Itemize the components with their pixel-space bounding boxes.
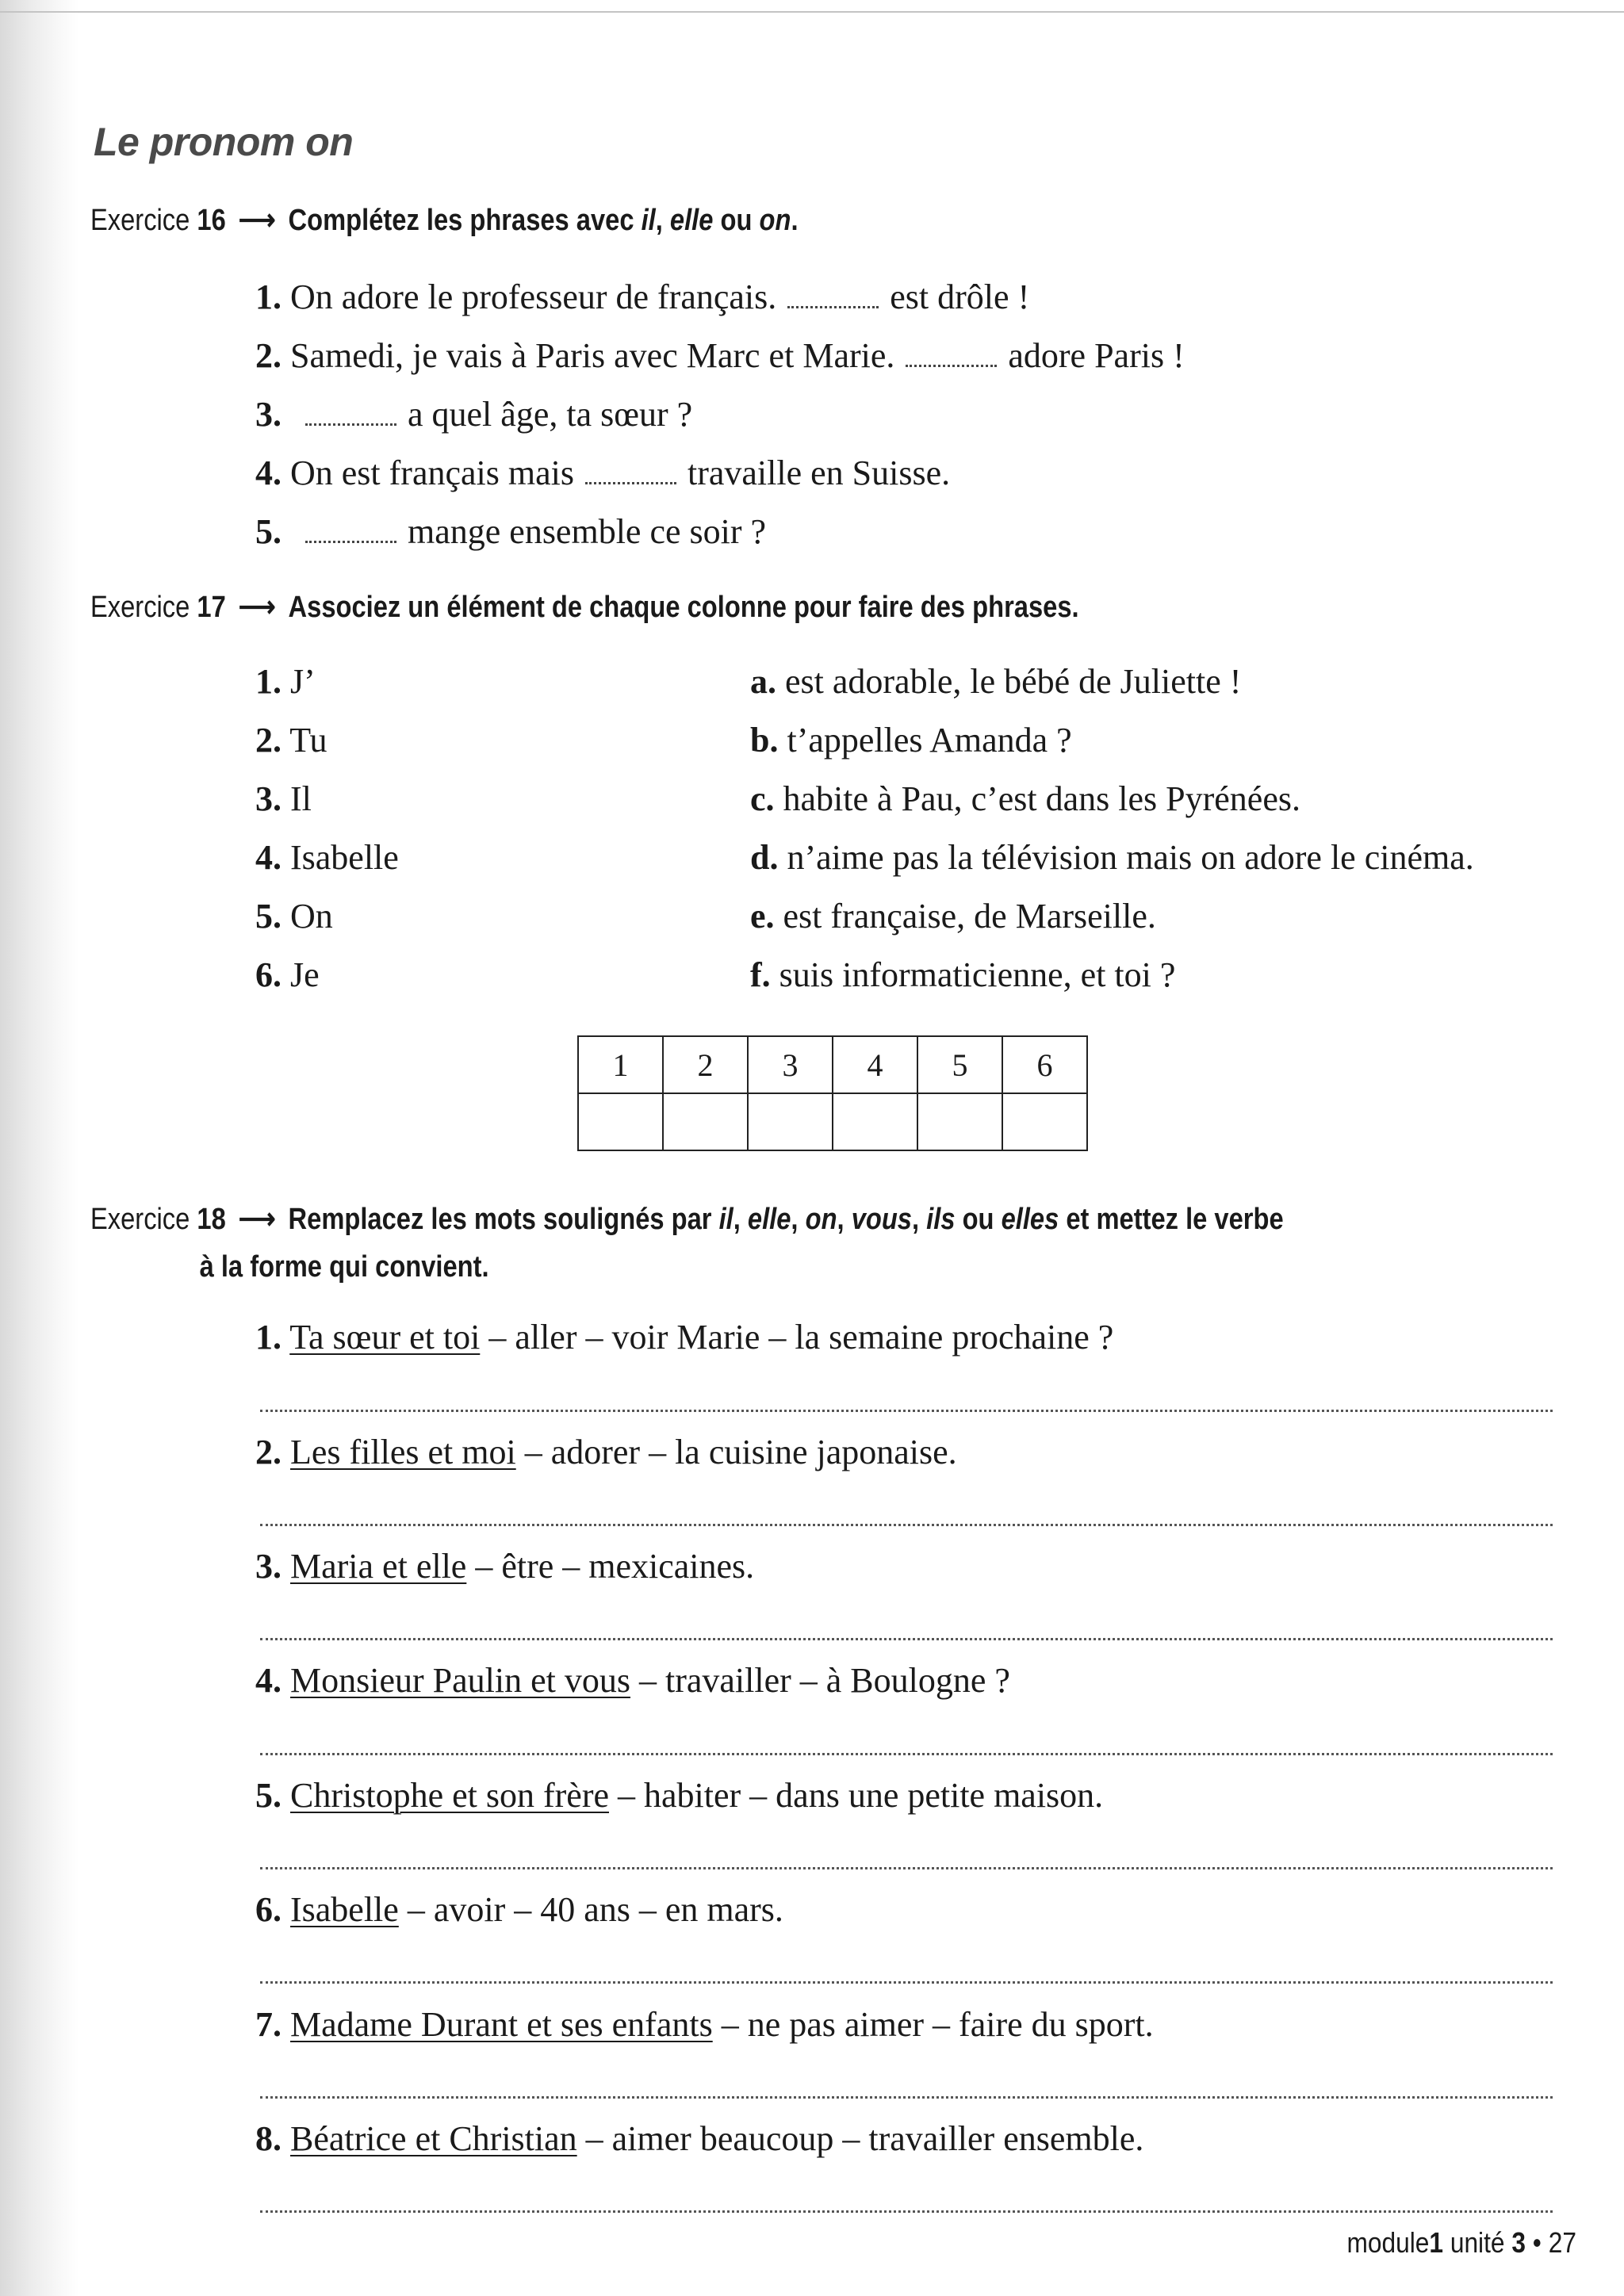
ex17-right-item: c. habite à Pau, c’est dans les Pyrénées. [750, 779, 1300, 818]
answer-line[interactable] [260, 1524, 1553, 1526]
answer-blank[interactable] [585, 476, 676, 484]
grid-header-row [578, 1036, 1087, 1093]
grid-answer-cell[interactable] [1002, 1093, 1087, 1150]
grid-answer-cell[interactable] [917, 1093, 1002, 1150]
ex16-item: 1. On adore le professeur de français. est drôle ! [255, 277, 1030, 316]
ex16-item: 4. On est français mais travaille en Suisse. [255, 453, 951, 492]
ex17-right-item: d. n’aime pas la télévision mais on adore le cinéma. [750, 838, 1474, 877]
answer-line[interactable] [260, 2210, 1553, 2213]
answer-line[interactable] [260, 1753, 1553, 1755]
answer-line[interactable] [260, 2096, 1553, 2099]
page-footer: module1 unité 3 • 27 [1346, 2226, 1576, 2259]
exercise-17-instruction: Associez un élément de chaque colonne pour faire des phrases. [288, 591, 1079, 624]
ex18-item: 6. Isabelle – avoir – 40 ans – en mars. [255, 1890, 783, 1929]
ex17-right-item: b. t’appelles Amanda ? [750, 721, 1072, 760]
grid-header-cell: 1 [578, 1036, 663, 1093]
ex17-left-item: 2. Tu [255, 721, 327, 760]
grid-answer-cell[interactable] [748, 1093, 833, 1150]
ex16-item: 2. Samedi, je vais à Paris avec Marc et Marie. adore Paris ! [255, 336, 1185, 375]
top-rule [0, 11, 1624, 13]
grid-header-cell: 3 [748, 1036, 833, 1093]
ex18-item: 2. Les filles et moi – adorer – la cuisine japonaise. [255, 1433, 957, 1471]
grid-header-cell: 6 [1002, 1036, 1087, 1093]
answer-blank[interactable] [305, 534, 396, 543]
exercise-16-instruction: Complétez les phrases avec il, elle ou on. [288, 204, 799, 237]
ex18-item: 8. Béatrice et Christian – aimer beaucoup – travailler ensemble. [255, 2119, 1144, 2158]
ex17-left-item: 3. Il [255, 779, 312, 818]
ex18-item: 5. Christophe et son frère – habiter – dans une petite maison. [255, 1776, 1104, 1815]
answer-blank[interactable] [906, 358, 997, 367]
ex18-item: 7. Madame Durant et ses enfants – ne pas aimer – faire du sport. [255, 2005, 1154, 2044]
grid-header-cell: 4 [833, 1036, 917, 1093]
ex17-right-item: a. est adorable, le bébé de Juliette ! [750, 662, 1242, 701]
answer-blank[interactable] [787, 300, 879, 308]
exercise-18-instruction: Remplacez les mots soulignés par il, elle, on, vous, ils ou elles et mettez le verbe [288, 1203, 1284, 1236]
ex16-item: 5. mange ensemble ce soir ? [255, 512, 767, 551]
ex17-left-item: 5. On [255, 897, 333, 936]
ex17-left-item: 4. Isabelle [255, 838, 399, 877]
ex17-right-item: e. est française, de Marseille. [750, 897, 1156, 936]
ex18-item: 4. Monsieur Paulin et vous – travailler – à Boulogne ? [255, 1661, 1010, 1700]
ex17-right-item: f. suis informaticienne, et toi ? [750, 955, 1176, 994]
answer-line[interactable] [260, 1981, 1553, 1984]
grid-header-cell: 5 [917, 1036, 1002, 1093]
matching-answer-grid [577, 1035, 1088, 1151]
answer-blank[interactable] [305, 417, 396, 426]
answer-line[interactable] [260, 1867, 1553, 1869]
exercise-16-heading: Exercice 16 ⟶ Complétez les phrases avec il, elle ou on. [90, 204, 799, 237]
page-spine-shadow [0, 0, 79, 2296]
answer-line[interactable] [260, 1638, 1553, 1640]
grid-answer-row [578, 1093, 1087, 1150]
ex17-left-item: 6. Je [255, 955, 320, 994]
answer-line[interactable] [260, 1410, 1553, 1412]
exercise-17-heading: Exercice 17 ⟶ Associez un élément de chaque colonne pour faire des phrases. [90, 591, 1079, 624]
ex18-item: 1. Ta sœur et toi – aller – voir Marie – la semaine prochaine ? [255, 1318, 1114, 1357]
grid-answer-cell[interactable] [663, 1093, 748, 1150]
ex18-item: 3. Maria et elle – être – mexicaines. [255, 1547, 755, 1586]
grid-answer-cell[interactable] [578, 1093, 663, 1150]
section-title: Le pronom on [94, 120, 354, 164]
grid-header-cell: 2 [663, 1036, 748, 1093]
exercise-18-instruction-line2: à la forme qui convient. [199, 1250, 489, 1284]
exercise-18-heading: Exercice 18 ⟶ Remplacez les mots soulignés par il, elle, on, vous, ils ou elles et mettez le verbe à la forme qui convient. [90, 1196, 1318, 1291]
page-number: 27 [1548, 2226, 1576, 2259]
grid-answer-cell[interactable] [833, 1093, 917, 1150]
ex16-item: 3. a quel âge, ta sœur ? [255, 395, 693, 434]
ex17-left-item: 1. J’ [255, 662, 316, 701]
